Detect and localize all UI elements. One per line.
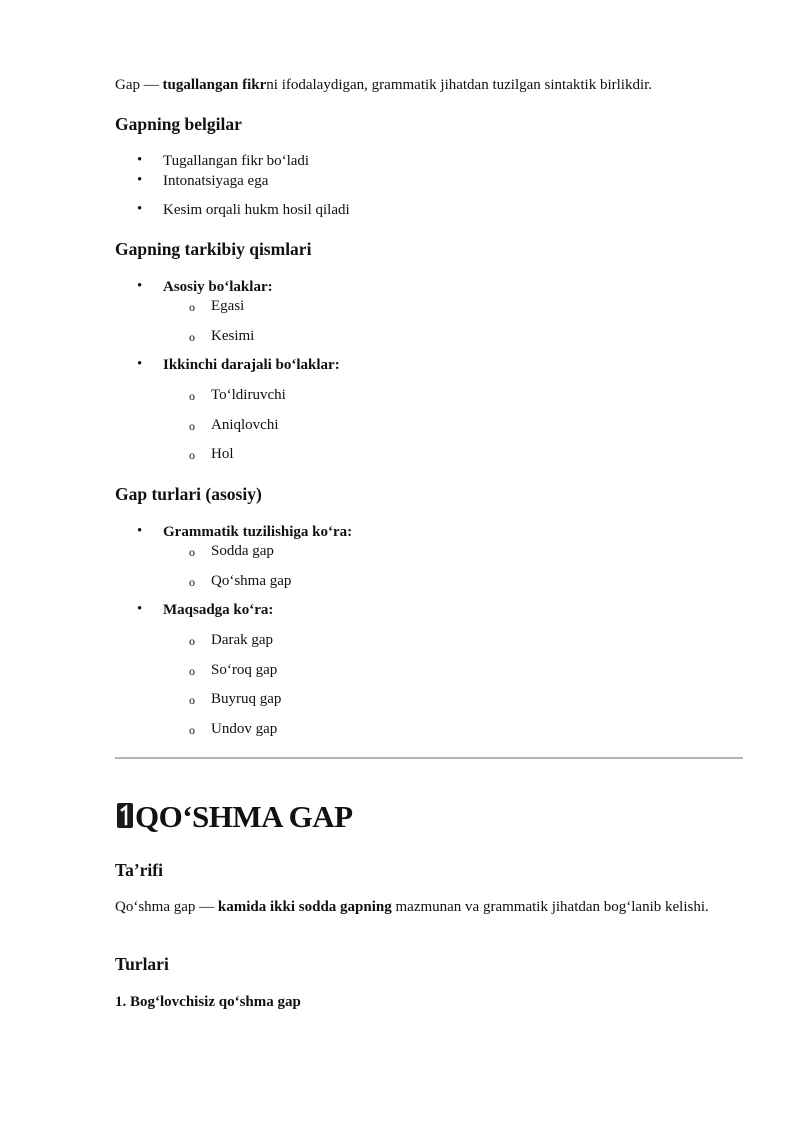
intro-prefix: Gap —: [115, 77, 163, 93]
circle-marker: o: [189, 664, 195, 678]
circle-marker: o: [189, 723, 195, 737]
bullet-marker: •: [137, 172, 143, 188]
list-group-label: Ikkinchi darajali bo‘laklar:: [163, 357, 340, 373]
circle-marker: o: [189, 575, 195, 589]
section-heading-turlari-2: Turlari: [115, 954, 169, 974]
list-item: Tugallangan fikr bo‘ladi: [163, 153, 310, 169]
intro-bold: tugallangan fikr: [162, 77, 267, 93]
definition-paragraph: [115, 898, 735, 917]
definition-bold: kamida ikki sodda gapning: [217, 899, 392, 915]
list-item: Kesim orqali hukm hosil qiladi: [163, 202, 350, 218]
section-heading-turlari: Gap turlari (asosiy): [115, 484, 262, 504]
list-item: Qo‘shma gap: [211, 573, 292, 589]
list-item: Aniqlovchi: [211, 417, 279, 433]
bullet-marker: •: [137, 523, 143, 539]
circle-marker: o: [189, 419, 195, 433]
list-group-label: Asosiy bo‘laklar:: [163, 279, 273, 295]
circle-marker: o: [189, 330, 195, 344]
list-item: Egasi: [211, 298, 245, 314]
list-item: Buyruq gap: [211, 691, 282, 707]
bullet-marker: •: [137, 201, 143, 217]
list-item: Undov gap: [211, 721, 278, 737]
definition-prefix: Qo‘shma gap —: [115, 899, 218, 915]
intro-suffix: ni ifodalaydigan, grammatik jihatdan tuzilgan sintaktik birlikdir.: [266, 77, 653, 93]
section-heading-tarkibiy: Gapning tarkibiy qismlari: [115, 239, 312, 259]
keycap-one-icon: [115, 802, 135, 829]
circle-marker: o: [189, 300, 195, 314]
bullet-marker: •: [137, 278, 143, 294]
bullet-marker: •: [137, 356, 143, 372]
horizontal-divider: [115, 757, 743, 759]
circle-marker: o: [189, 389, 195, 403]
definition-suffix: mazmunan va grammatik jihatdan bog‘lanib kelishi.: [391, 899, 709, 915]
bullet-marker: •: [137, 152, 143, 168]
list-item: To‘ldiruvchi: [211, 387, 286, 403]
intro-paragraph: [115, 76, 652, 95]
list-item: Sodda gap: [211, 543, 274, 559]
list-item: Intonatsiyaga ega: [163, 173, 269, 189]
circle-marker: o: [189, 545, 195, 559]
section-heading-tarifi: Ta’rifi: [115, 860, 163, 880]
section-heading-belgilar: Gapning belgilar: [115, 114, 242, 134]
subheading-boglovchisiz: 1. Bog‘lovchisiz qo‘shma gap: [115, 994, 301, 1010]
page-title: QO‘SHMA GAP: [135, 799, 353, 834]
circle-marker: o: [189, 693, 195, 707]
list-item: Darak gap: [211, 632, 274, 648]
bullet-marker: •: [137, 601, 143, 617]
list-item: Kesimi: [211, 328, 255, 344]
list-item: So‘roq gap: [211, 662, 278, 678]
circle-marker: o: [189, 448, 195, 462]
list-group-label: Grammatik tuzilishiga ko‘ra:: [163, 524, 353, 540]
circle-marker: o: [189, 634, 195, 648]
list-item: Hol: [211, 446, 234, 462]
list-group-label: Maqsadga ko‘ra:: [163, 602, 274, 618]
